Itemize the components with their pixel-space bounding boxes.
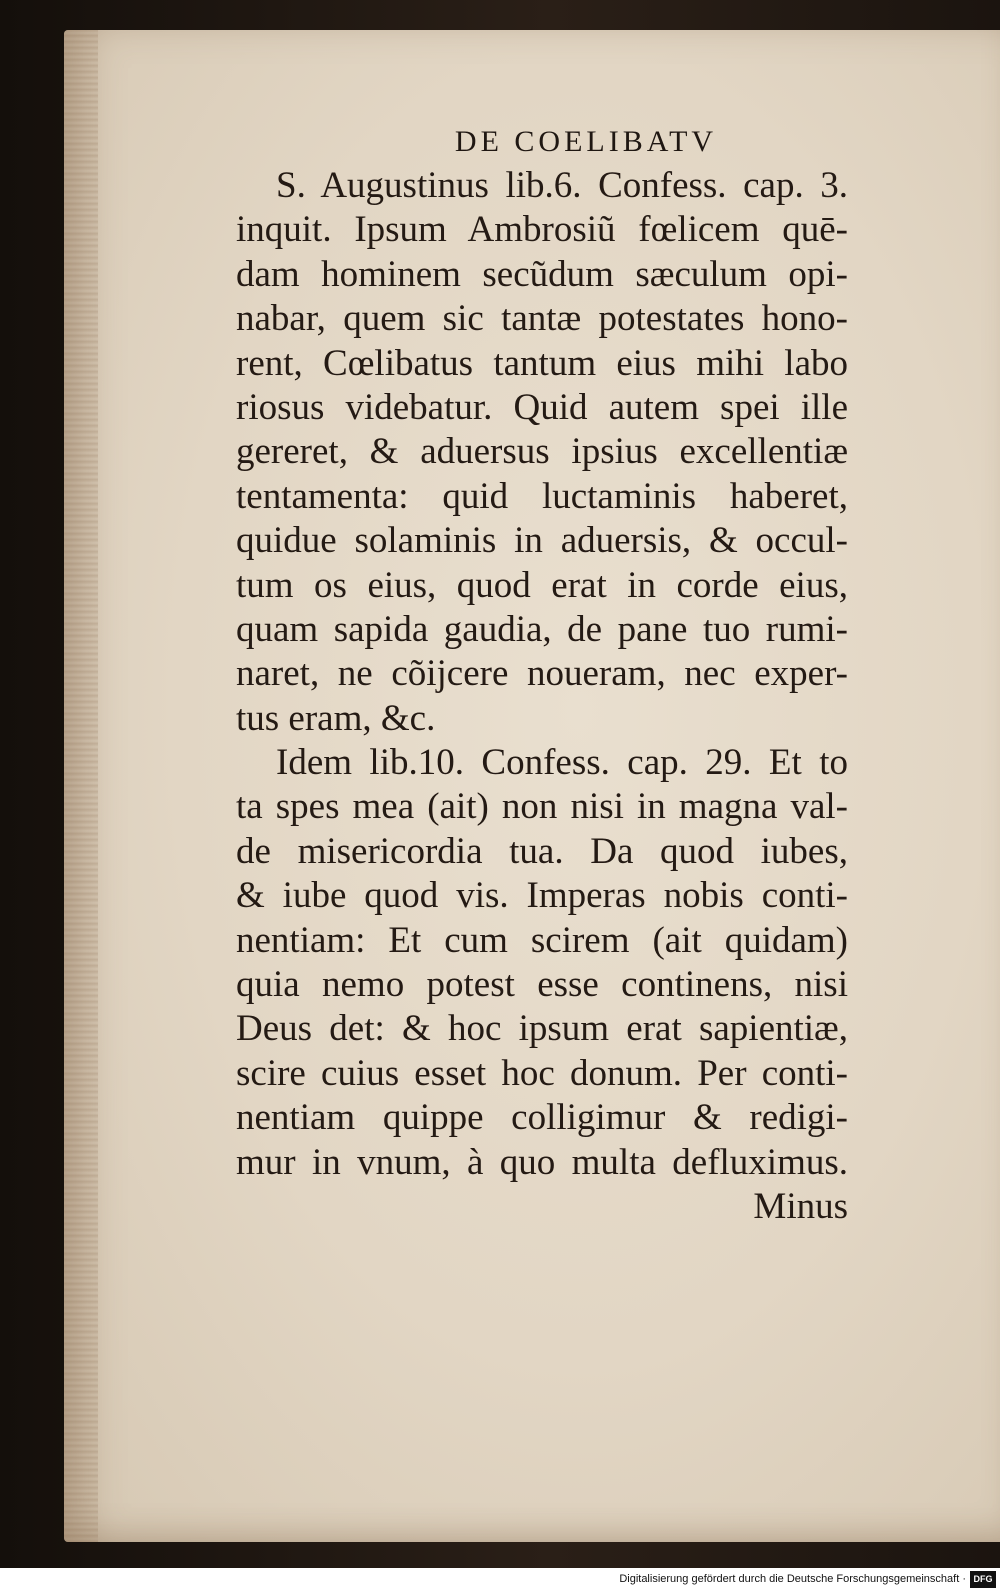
text-line: quia nemo potest esse continens, nisi — [236, 964, 848, 1006]
text-line: scire cuius esset hoc donum. Per conti- — [236, 1052, 848, 1094]
text-line: inquit. Ipsum Ambrosiũ fœlicem quē- — [236, 209, 848, 251]
text-line: Deus det: & hoc ipsum erat sapientiæ, — [236, 1008, 848, 1050]
text-line: Idem lib.10. Confess. cap. 29. Et to — [276, 742, 848, 784]
running-head: DE COELIBATV — [454, 125, 718, 158]
dfg-logo: DFG — [970, 1571, 996, 1588]
text-line: quam sapida gaudia, de pane tuo rumi- — [236, 608, 848, 650]
text-line: de misericordia tua. Da quod iubes, — [236, 830, 848, 872]
text-line: ta spes mea (ait) non nisi in magna val- — [236, 786, 848, 828]
text-line: gereret, & aduersus ipsius excellentiæ — [236, 431, 848, 473]
text-line: rent, Cœlibatus tantum eius mihi labo — [236, 342, 848, 384]
text-line: nabar, quem sic tantæ potestates hono- — [236, 298, 848, 340]
page-text-block — [236, 120, 936, 1229]
text-line: nentiam quippe colligimur & redigi- — [236, 1097, 848, 1139]
text-line: mur in vnum, à quo multa defluximus. — [236, 1141, 848, 1183]
text-line: quidue solaminis in aduersis, & occul- — [236, 520, 848, 562]
text-line: tentamenta: quid luctaminis haberet, — [236, 475, 848, 517]
text-line: nentiam: Et cum scirem (ait quidam) — [236, 919, 848, 961]
text-line: naret, ne cõijcere noueram, nec exper- — [236, 653, 848, 695]
funding-credit: Digitalisierung gefördert durch die Deutsche Forschungsgemeinschaft · — [619, 1573, 966, 1585]
text-line: & iube quod vis. Imperas nobis conti- — [236, 875, 848, 917]
footer-bar — [0, 1568, 1000, 1594]
text-line: riosus videbatur. Quid autem spei ille — [236, 386, 848, 428]
text-lines — [236, 164, 936, 1185]
text-line: tus eram, &c. — [236, 697, 436, 739]
catchword: Minus — [753, 1185, 848, 1227]
page-torn-edge — [64, 30, 98, 1542]
text-line: tum os eius, quod erat in corde eius, — [236, 564, 848, 606]
text-line: dam hominem secũdum sæculum opi- — [236, 253, 848, 295]
text-line: S. Augustinus lib.6. Confess. cap. 3. — [276, 165, 848, 206]
